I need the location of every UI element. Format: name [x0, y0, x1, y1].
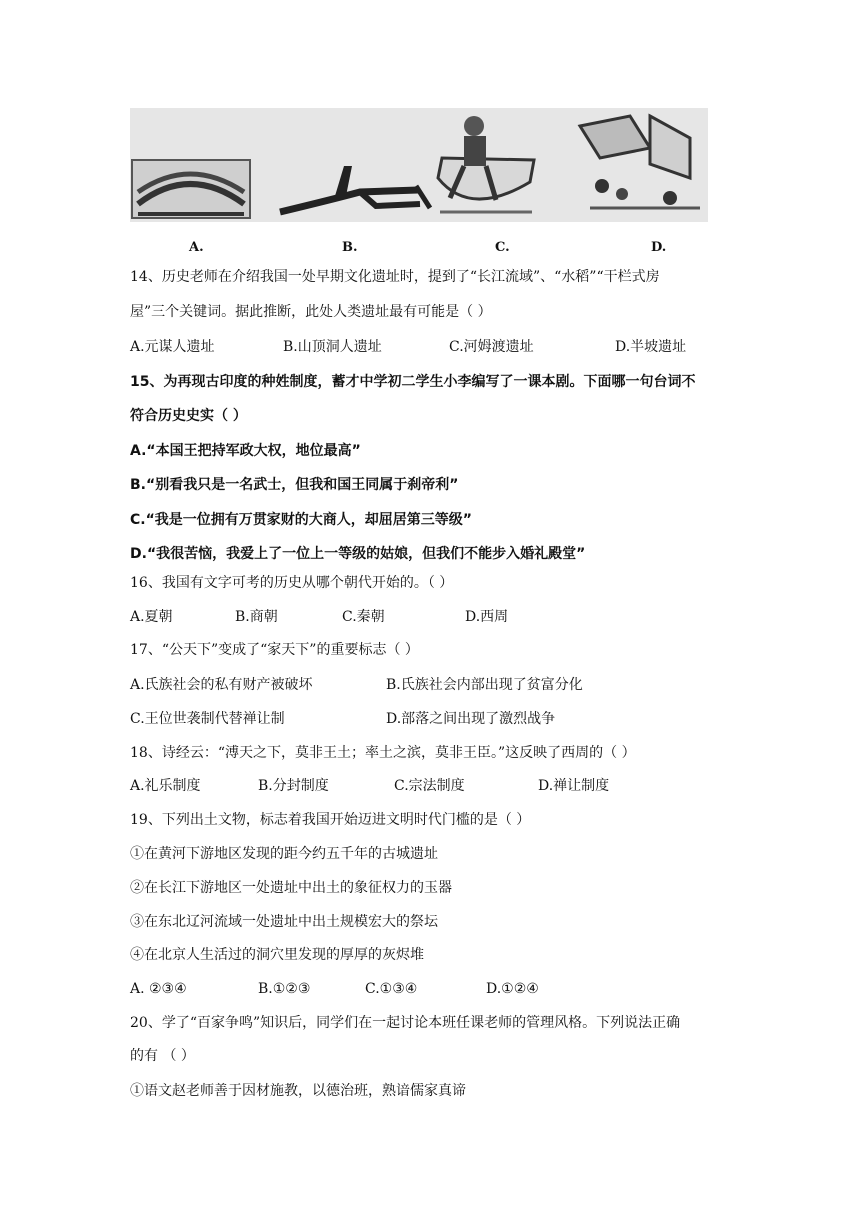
q18-option-c: C.宗法制度 [394, 778, 465, 794]
q18-option-d: D.禅让制度 [538, 778, 610, 794]
figure-label-b: B. [342, 240, 358, 255]
figure-label-c: C. [495, 240, 510, 255]
q16-stem: 16、我国有文字可考的历史从哪个朝代开始的。（ ） [130, 575, 454, 591]
artifact-images-illustration [130, 108, 708, 222]
q16-option-c: C.秦朝 [342, 609, 385, 625]
q18-stem: 18、诗经云：“溥天之下，莫非王土；率土之滨，莫非王臣。”这反映了西周的（ ） [130, 745, 636, 761]
q19-item-4: ④在北京人生活过的洞穴里发现的厚厚的灰烬堆 [130, 947, 424, 963]
q14-option-c: C.河姆渡遗址 [449, 339, 534, 355]
q18-option-a: A.礼乐制度 [130, 778, 201, 794]
q19-option-c: C.①③④ [365, 981, 418, 997]
q14-option-d: D.半坡遗址 [615, 339, 687, 355]
q20-stem-line1: 20、学了“百家争鸣”知识后，同学们在一起讨论本班任课老师的管理风格。下列说法正确 [130, 1015, 681, 1031]
figure-label-a: A. [189, 240, 204, 255]
q16-option-d: D.西周 [465, 609, 509, 625]
q15-stem-line1: 15、为再现古印度的种姓制度，蓄才中学初二学生小李编写了一课本剧。下面哪一句台词不 [130, 374, 696, 390]
q20-item-1: ①语文赵老师善于因材施教，以德治班，熟谙儒家真谛 [130, 1083, 466, 1099]
q19-option-d: D.①②④ [486, 981, 539, 997]
q19-option-a: A. ②③④ [130, 981, 187, 997]
q19-item-1: ①在黄河下游地区发现的距今约五千年的古城遗址 [130, 846, 438, 862]
figure-label-d: D. [651, 240, 667, 255]
artifact-images-strip [130, 108, 708, 222]
q17-option-b: B.氏族社会内部出现了贫富分化 [386, 677, 583, 693]
q17-option-a: A.氏族社会的私有财产被破坏 [130, 677, 313, 693]
q15-option-d: D.“我很苦恼，我爱上了一位上一等级的姑娘，但我们不能步入婚礼殿堂” [130, 546, 586, 562]
q14-option-b: B.山顶洞人遗址 [283, 339, 382, 355]
q14-stem-line2: 屋”三个关键词。据此推断，此处人类遗址最有可能是（ ） [130, 304, 492, 320]
q19-option-b: B.①②③ [258, 981, 311, 997]
q14-stem-line1: 14、历史老师在介绍我国一处早期文化遗址时，提到了“长江流域”、“水稻”“干栏式房 [130, 269, 660, 285]
q17-option-d: D.部落之间出现了激烈战争 [386, 711, 556, 727]
q17-option-c: C.王位世袭制代替禅让制 [130, 711, 285, 727]
q16-option-b: B.商朝 [235, 609, 278, 625]
q15-option-a: A.“本国王把持军政大权，地位最高” [130, 443, 361, 459]
q19-stem: 19、下列出土文物，标志着我国开始迈进文明时代门槛的是（ ） [130, 812, 531, 828]
q14-option-a: A.元谋人遗址 [130, 339, 215, 355]
q19-item-3: ③在东北辽河流域一处遗址中出土规模宏大的祭坛 [130, 914, 438, 930]
q15-stem-line2: 符合历史史实（ ） [130, 408, 247, 424]
image-a-bridge [132, 160, 250, 218]
q17-stem: 17、“公天下”变成了“家天下”的重要标志（ ） [130, 642, 419, 658]
q15-option-b: B.“别看我只是一名武士，但我和国王同属于刹帝利” [130, 477, 459, 493]
q20-stem-line2: 的有 （ ） [130, 1048, 195, 1064]
figure-labels-row [0, 240, 860, 260]
q15-option-c: C.“我是一位拥有万贯家财的大商人，却屈居第三等级” [130, 512, 472, 528]
q19-item-2: ②在长江下游地区一处遗址中出土的象征权力的玉器 [130, 880, 452, 896]
q18-option-b: B.分封制度 [258, 778, 329, 794]
q16-option-a: A.夏朝 [130, 609, 173, 625]
